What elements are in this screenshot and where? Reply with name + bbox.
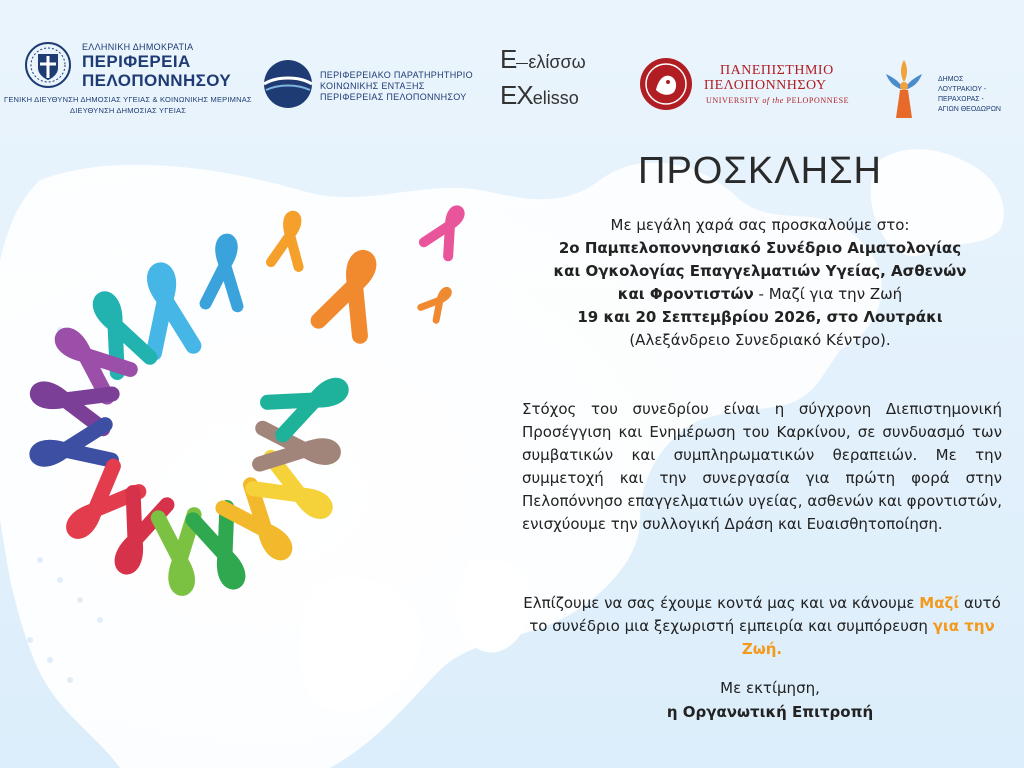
conference-title-line3-bold: και Φροντιστών bbox=[617, 285, 754, 303]
conference-venue: (Αλεξάνδρειο Συνεδριακό Κέντρο). bbox=[629, 331, 891, 349]
header-logos bbox=[0, 0, 1024, 128]
exelisso-mark-greek: Ε bbox=[500, 44, 517, 74]
body-paragraph-1: Στόχος του συνεδρίου είναι η σύγχρονη Διεπιστημονική Προσέγγιση και Ενημέρωση του Καρκίνου, σε συνδυασμό των συμβατικών και συμπληρωματικών θεραπειών. Με την συμμετοχή και την συνεργασία για πρώτη φορά στην Πελοπόννησο επαγγελματιών υγείας, ασθενών και φροντιστών, ενισχύουμε την συλλογική Δράση και Ευαισθητοποίηση. bbox=[522, 400, 1003, 533]
signature-block bbox=[600, 676, 940, 724]
university-logo-line3-c: PELOPONNESE bbox=[786, 96, 850, 105]
observatory-logo bbox=[262, 58, 482, 108]
university-logo-line3-b: of the bbox=[762, 96, 784, 105]
ribbon-taupe-icon bbox=[260, 428, 335, 470]
body-p2-part1: Ελπίζουμε να σας έχουμε κοντά μας και να κάνουμε bbox=[523, 594, 920, 612]
region-logo-line2: ΠΕΡΙΦΕΡΕΙΑ bbox=[82, 52, 191, 71]
body-p2-part2: αυτό το συνέδριο μια ξεχωριστή εμπειρία και συμπόρευση bbox=[529, 594, 1001, 635]
university-logo-line3-a: UNIVERSITY bbox=[706, 96, 760, 105]
observatory-logo-line3: ΠΕΡΙΦΕΡΕΙΑΣ ΠΕΛΟΠΟΝΝΗΣΟΥ bbox=[320, 92, 467, 102]
ribbon-pink-icon bbox=[424, 204, 470, 257]
observatory-globe-icon bbox=[262, 58, 314, 110]
exelisso-mark-latin: EX bbox=[500, 80, 533, 110]
invitation-block bbox=[510, 214, 1010, 352]
invitation-intro: Με μεγάλη χαρά σας προσκαλούμε στο: bbox=[610, 216, 910, 234]
municipality-logo-line4: ΑΓΙΩΝ ΘΕΟΔΩΡΩΝ bbox=[938, 106, 1001, 113]
greek-coat-of-arms-icon bbox=[24, 40, 72, 90]
body-p2-accent1: Μαζί bbox=[919, 594, 960, 612]
signature-greeting: Με εκτίμηση, bbox=[720, 679, 820, 697]
university-logo-line3 bbox=[706, 96, 849, 105]
municipality-logo-line1: ΔΗΜΟΣ bbox=[938, 76, 964, 83]
conference-title-line3 bbox=[510, 283, 1010, 306]
observatory-logo-line1: ΠΕΡΙΦΕΡΕΙΑΚΟ ΠΑΡΑΤΗΡΗΤΗΡΙΟ bbox=[320, 70, 473, 80]
signature-committee: η Οργανωτική Επιτροπή bbox=[666, 703, 874, 721]
region-peloponnese-logo bbox=[4, 40, 252, 120]
body-paragraph-2 bbox=[522, 592, 1002, 661]
conference-date: 19 και 20 Σεπτεμβρίου 2026, στο Λουτράκι bbox=[577, 308, 943, 326]
university-seal-icon bbox=[638, 56, 694, 112]
ribbon-darkblue-icon bbox=[34, 425, 112, 473]
municipality-logo-line2: ΛΟΥΤΡΑΚΙΟΥ - bbox=[938, 86, 987, 93]
ribbon-lightblue-icon bbox=[140, 267, 193, 353]
university-peloponnese-logo bbox=[638, 56, 858, 112]
university-logo-line2: ΠΕΛΟΠΟΝΝΗΣΟΥ bbox=[704, 78, 827, 93]
region-logo-line5: ΔΙΕΥΘΥΝΣΗ ΔΗΜΟΣΙΑΣ ΥΓΕΙΑΣ bbox=[70, 106, 187, 115]
conference-title-line1: 2ο Παμπελοποννησιακό Συνέδριο Αιματολογίας bbox=[558, 239, 962, 257]
exelisso-logo bbox=[500, 44, 620, 114]
ribbon-orange-tiny-icon bbox=[421, 284, 456, 320]
observatory-logo-line2: ΚΟΙΝΩΝΙΚΗΣ ΕΝΤΑΞΗΣ bbox=[320, 81, 425, 91]
municipality-logo bbox=[876, 56, 1021, 126]
municipality-figure-icon bbox=[876, 56, 932, 122]
exelisso-text-latin: elisso bbox=[532, 88, 579, 108]
ribbon-blue-icon bbox=[206, 238, 244, 306]
ribbon-teal-right-icon bbox=[268, 372, 349, 435]
region-logo-line3: ΠΕΛΟΠΟΝΝΗΣΟΥ bbox=[82, 71, 232, 90]
region-logo-line1: ΕΛΛΗΝΙΚΗ ΔΗΜΟΚΡΑΤΙΑ bbox=[82, 42, 194, 52]
conference-title-line3-rest: - Μαζί για την Ζωή bbox=[753, 285, 903, 303]
exelisso-text-greek: ελίσσω bbox=[528, 52, 586, 72]
conference-title-line2: και Ογκολογίας Επαγγελματιών Υγείας, Ασθενών bbox=[553, 262, 967, 280]
body-p2-accent2: για την Ζωή. bbox=[741, 617, 995, 658]
invitation-title: ΠΡΟΣΚΛΗΣΗ bbox=[638, 150, 882, 192]
ribbon-orange-large-icon bbox=[319, 251, 386, 336]
university-logo-line1: ΠΑΝΕΠΙΣΤΗΜΙΟ bbox=[720, 63, 834, 78]
municipality-logo-line3: ΠΕΡΑΧΩΡΑΣ - bbox=[938, 96, 984, 103]
ribbon-orange-small-icon bbox=[271, 213, 307, 267]
region-logo-line4: ΓΕΝΙΚΗ ΔΙΕΥΘΥΝΣΗ ΔΗΜΟΣΙΑΣ ΥΓΕΙΑΣ & ΚΟΙΝΩΝΙΚΗΣ ΜΕΡΙΜΝΑΣ bbox=[4, 95, 252, 104]
